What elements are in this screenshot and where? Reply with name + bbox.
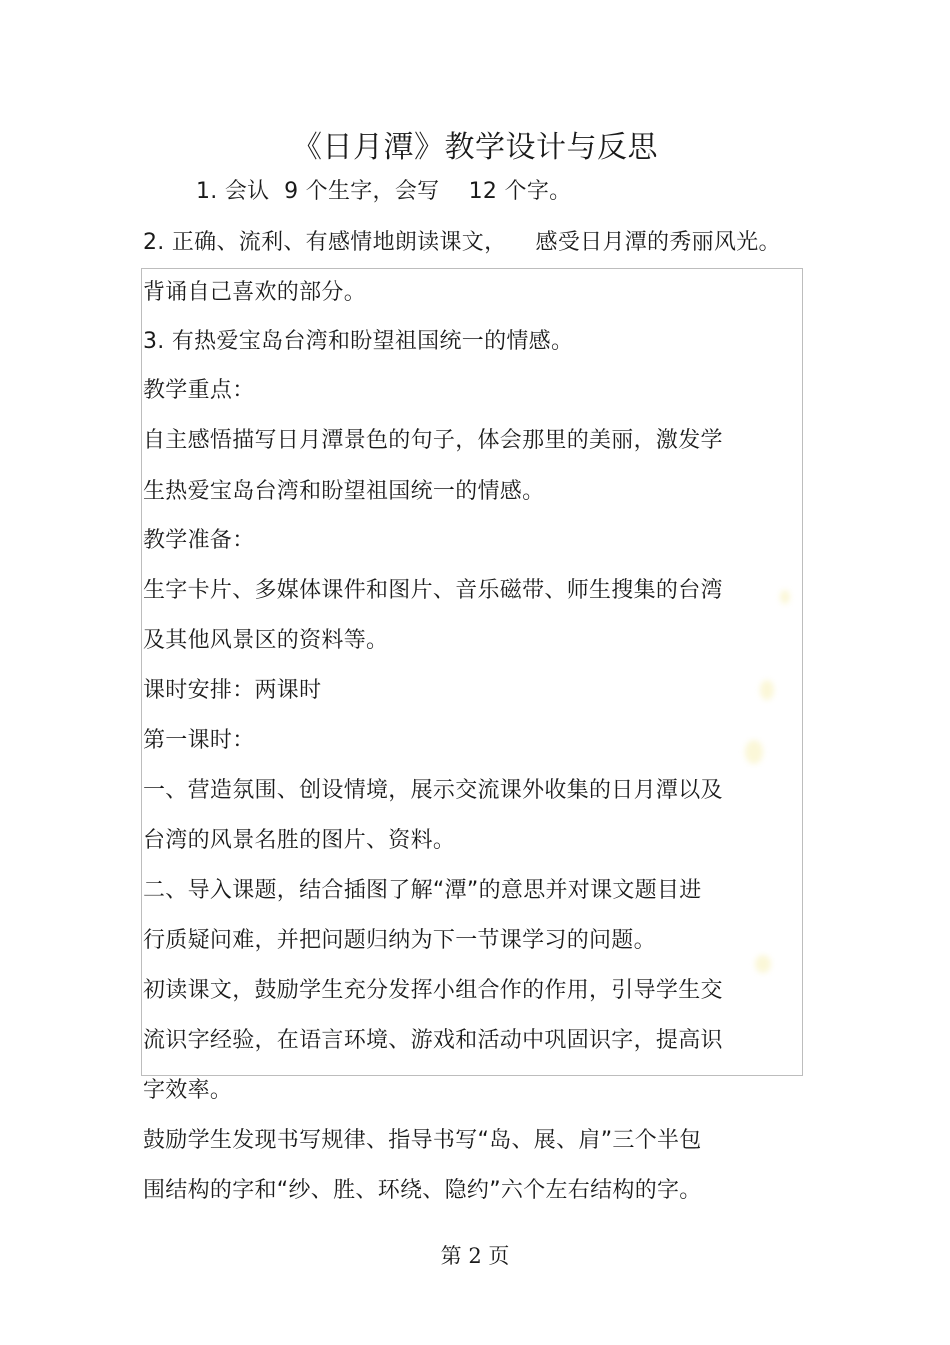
step-1-text: 一、营造氛围、创设情境，展示交流课外收集的日月潭以及 xyxy=(143,778,723,803)
reading-text: 初读课文，鼓励学生充分发挥小组合作的作用，引导学生交 xyxy=(143,978,723,1003)
background-speck xyxy=(755,955,771,973)
objective-2: 2. 正确、流利、有感情地朗读课文， 感受日月潭的秀丽风光。 xyxy=(143,230,781,255)
background-speck xyxy=(780,590,790,604)
preparation-text-continued: 及其他风景区的资料等。 xyxy=(143,628,389,653)
heading-preparation: 教学准备： xyxy=(143,528,255,553)
key-points-text-continued: 生热爱宝岛台湾和盼望祖国统一的情感。 xyxy=(143,479,545,504)
writing-text: 鼓励学生发现书写规律、指导书写“岛、展、肩”三个半包 xyxy=(143,1128,702,1153)
step-2-text: 二、导入课题，结合插图了解“潭”的意思并对课文题目进 xyxy=(143,878,702,903)
reading-text-end: 字效率。 xyxy=(143,1078,233,1103)
objective-3: 3. 有热爱宝岛台湾和盼望祖国统一的情感。 xyxy=(143,329,574,354)
schedule-text: 课时安排：两课时 xyxy=(143,678,322,703)
heading-first-lesson: 第一课时： xyxy=(143,728,255,753)
step-2-text-continued: 行质疑问难，并把问题归纳为下一节课学习的问题。 xyxy=(143,928,656,953)
key-points-text: 自主感悟描写日月潭景色的句子，体会那里的美丽，激发学 xyxy=(143,428,723,453)
page-number: 第 2 页 xyxy=(440,1244,510,1268)
objective-2-continued: 背诵自己喜欢的部分。 xyxy=(143,280,367,305)
reading-text-continued: 流识字经验，在语言环境、游戏和活动中巩固识字，提高识 xyxy=(143,1028,723,1053)
background-speck xyxy=(760,680,774,700)
background-speck xyxy=(745,740,763,764)
heading-key-points: 教学重点： xyxy=(143,378,255,403)
writing-text-continued: 围结构的字和“纱、胜、环绕、隐约”六个左右结构的字。 xyxy=(143,1178,702,1203)
preparation-text: 生字卡片、多媒体课件和图片、音乐磁带、师生搜集的台湾 xyxy=(143,578,723,603)
step-1-text-continued: 台湾的风景名胜的图片、资料。 xyxy=(143,828,456,853)
document-title: 《日月潭》教学设计与反思 xyxy=(292,130,658,165)
objective-1: 1. 会认 9 个生字，会写 12 个字。 xyxy=(196,179,572,204)
